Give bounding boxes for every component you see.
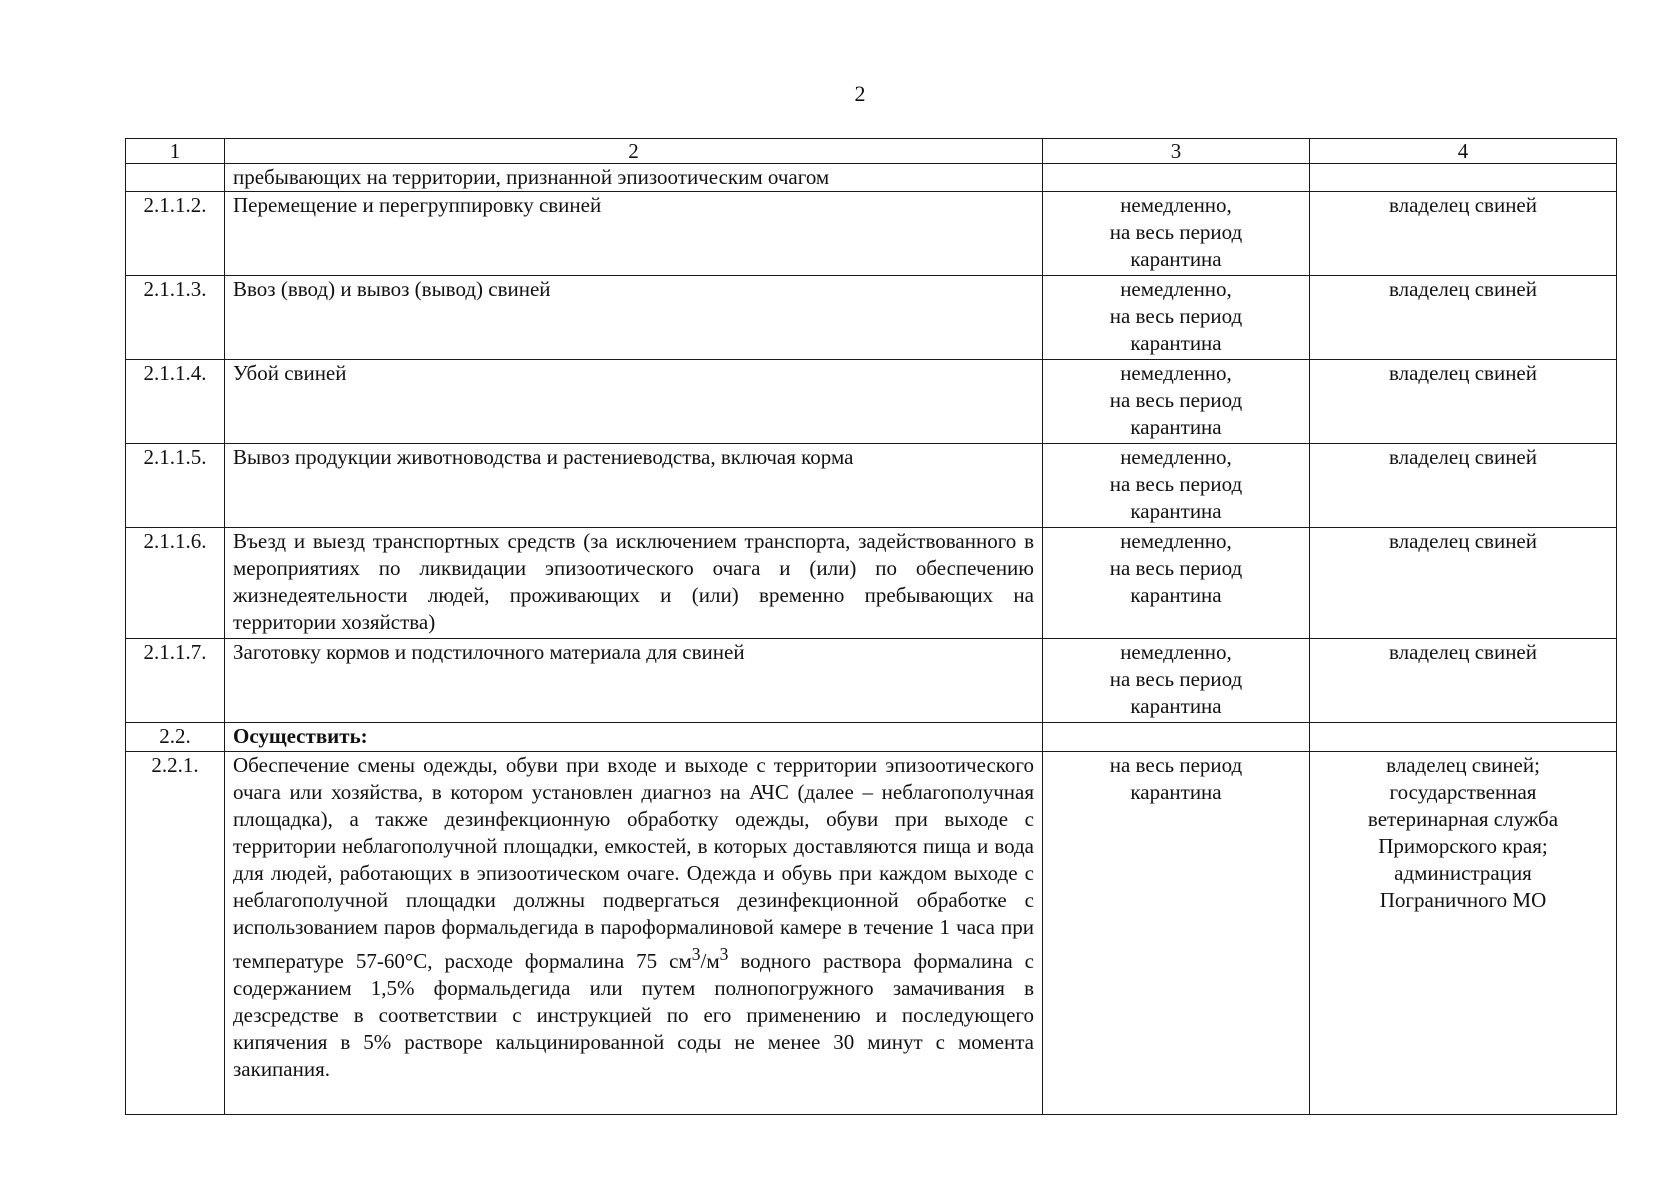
row-term-cell: [1043, 164, 1310, 192]
term-line: на весь период: [1109, 556, 1243, 580]
column-header-4: 4: [1310, 139, 1617, 164]
row-number-cell: 2.2.1.: [126, 752, 225, 1115]
row-number-cell: 2.1.1.5.: [126, 444, 225, 528]
row-term-cell: [1043, 639, 1310, 723]
row-responsible-cell: владелец свиней: [1310, 360, 1617, 444]
responsible-line: государственная: [1389, 780, 1537, 804]
term-line: немедленно,: [1120, 277, 1232, 301]
column-header-1: 1: [126, 139, 225, 164]
row-responsible-cell: [1310, 752, 1617, 1115]
row-term-cell: [1043, 723, 1310, 752]
row-description-cell: [225, 752, 1043, 1115]
responsible-line: администрация: [1394, 861, 1532, 885]
row-responsible-cell: [1310, 164, 1617, 192]
table-row: [126, 276, 1617, 360]
term-line: на весь период: [1109, 304, 1243, 328]
description-text-part: Обеспечение смены одежды, обуви при входе и выходе с территории эпизоотического очага или хозяйства, в котором установлен диагноз на АЧС (далее – неблагополучная площадка), а также дезинфекционную обработку одежды, обуви при выходе с территории неблагополучной площадки, емкостей, в которых доставляются пища и вода для людей, работающих в эпизоотическом очаге. Одежда и обувь при каждом выходе с неблагополучной площадки должны подвергаться дезинфекционной обработке с использованием паров формальдегида в пароформалиновой камере в течение 1 часа при температуре 57-60°С, расходе формалина 75 см: [233, 753, 1034, 973]
term-line: немедленно,: [1120, 361, 1232, 385]
row-number-cell: 2.1.1.2.: [126, 192, 225, 276]
page-number: 2: [854, 81, 866, 106]
term-line: карантина: [1130, 415, 1222, 439]
term-line: карантина: [1130, 331, 1222, 355]
row-description-cell: Вывоз продукции животноводства и растениеводства, включая корма: [225, 444, 1043, 528]
term-line: немедленно,: [1120, 193, 1232, 217]
term-line: карантина: [1130, 499, 1222, 523]
row-responsible-cell: владелец свиней: [1310, 639, 1617, 723]
term-line: на весь период: [1109, 472, 1243, 496]
term-line: карантина: [1130, 583, 1222, 607]
row-description-cell: Заготовку кормов и подстилочного материала для свиней: [225, 639, 1043, 723]
table-row: [126, 639, 1617, 723]
table-row: [126, 444, 1617, 528]
column-header-2: 2: [225, 139, 1043, 164]
row-term-cell: [1043, 528, 1310, 639]
row-description-cell: Въезд и выезд транспортных средств (за исключением транспорта, задействованного в мероприятиях по ликвидации эпизоотического очага и (или) по обеспечению жизнедеятельности людей, проживающих и (или) временно пребывающих на территории хозяйства): [225, 528, 1043, 639]
responsible-line: Приморского края;: [1378, 834, 1548, 858]
measures-table: [125, 138, 1617, 1115]
responsible-line: владелец свиней;: [1386, 753, 1540, 777]
section-number-cell: 2.2.: [126, 723, 225, 752]
row-number-cell: 2.1.1.7.: [126, 639, 225, 723]
table-row: [126, 752, 1617, 1115]
term-line: немедленно,: [1120, 640, 1232, 664]
row-responsible-cell: владелец свиней: [1310, 276, 1617, 360]
term-line: на весь период: [1109, 388, 1243, 412]
row-responsible-cell: [1310, 723, 1617, 752]
term-line: карантина: [1130, 780, 1222, 804]
row-term-cell: [1043, 192, 1310, 276]
superscript-cubic: 3: [719, 944, 729, 964]
row-description-cell: Убой свиней: [225, 360, 1043, 444]
term-line: на весь период: [1109, 667, 1243, 691]
row-term-cell: [1043, 360, 1310, 444]
row-number-cell: 2.1.1.6.: [126, 528, 225, 639]
description-text-part: водного раствора формалина с содержанием 1,5% формальдегида или путем полнопогружного замачивания в дезсредстве в соответствии с инструкцией по его применению и последующего кипячения в 5% растворе кальцинированной соды не менее 30 минут с момента закипания.: [233, 949, 1034, 1081]
section-title: Осуществить:: [225, 723, 1043, 752]
row-number-cell: [126, 164, 225, 192]
row-term-cell: [1043, 276, 1310, 360]
row-description-cell: Ввоз (ввод) и вывоз (вывод) свиней: [225, 276, 1043, 360]
row-description-cell: пребывающих на территории, признанной эпизоотическим очагом: [225, 164, 1043, 192]
term-line: на весь период: [1109, 753, 1243, 777]
term-line: на весь период: [1109, 220, 1243, 244]
row-term-cell: [1043, 752, 1310, 1115]
term-line: карантина: [1130, 694, 1222, 718]
term-line: карантина: [1130, 247, 1222, 271]
responsible-line: ветеринарная служба: [1367, 807, 1559, 831]
row-number-cell: 2.1.1.4.: [126, 360, 225, 444]
row-number-cell: 2.1.1.3.: [126, 276, 225, 360]
description-text-part: /м: [700, 949, 720, 973]
superscript-cubic: 3: [691, 944, 701, 964]
table-header-row: [126, 139, 1617, 164]
term-line: немедленно,: [1120, 529, 1232, 553]
row-term-cell: [1043, 444, 1310, 528]
table-row: [126, 192, 1617, 276]
table-row-continuation: [126, 164, 1617, 192]
responsible-line: Пограничного МО: [1379, 888, 1547, 912]
table-row: [126, 528, 1617, 639]
row-responsible-cell: владелец свиней: [1310, 444, 1617, 528]
section-row: [126, 723, 1617, 752]
row-responsible-cell: владелец свиней: [1310, 528, 1617, 639]
table-row: [126, 360, 1617, 444]
row-responsible-cell: владелец свиней: [1310, 192, 1617, 276]
term-line: немедленно,: [1120, 445, 1232, 469]
row-description-cell: Перемещение и перегруппировку свиней: [225, 192, 1043, 276]
column-header-3: 3: [1043, 139, 1310, 164]
